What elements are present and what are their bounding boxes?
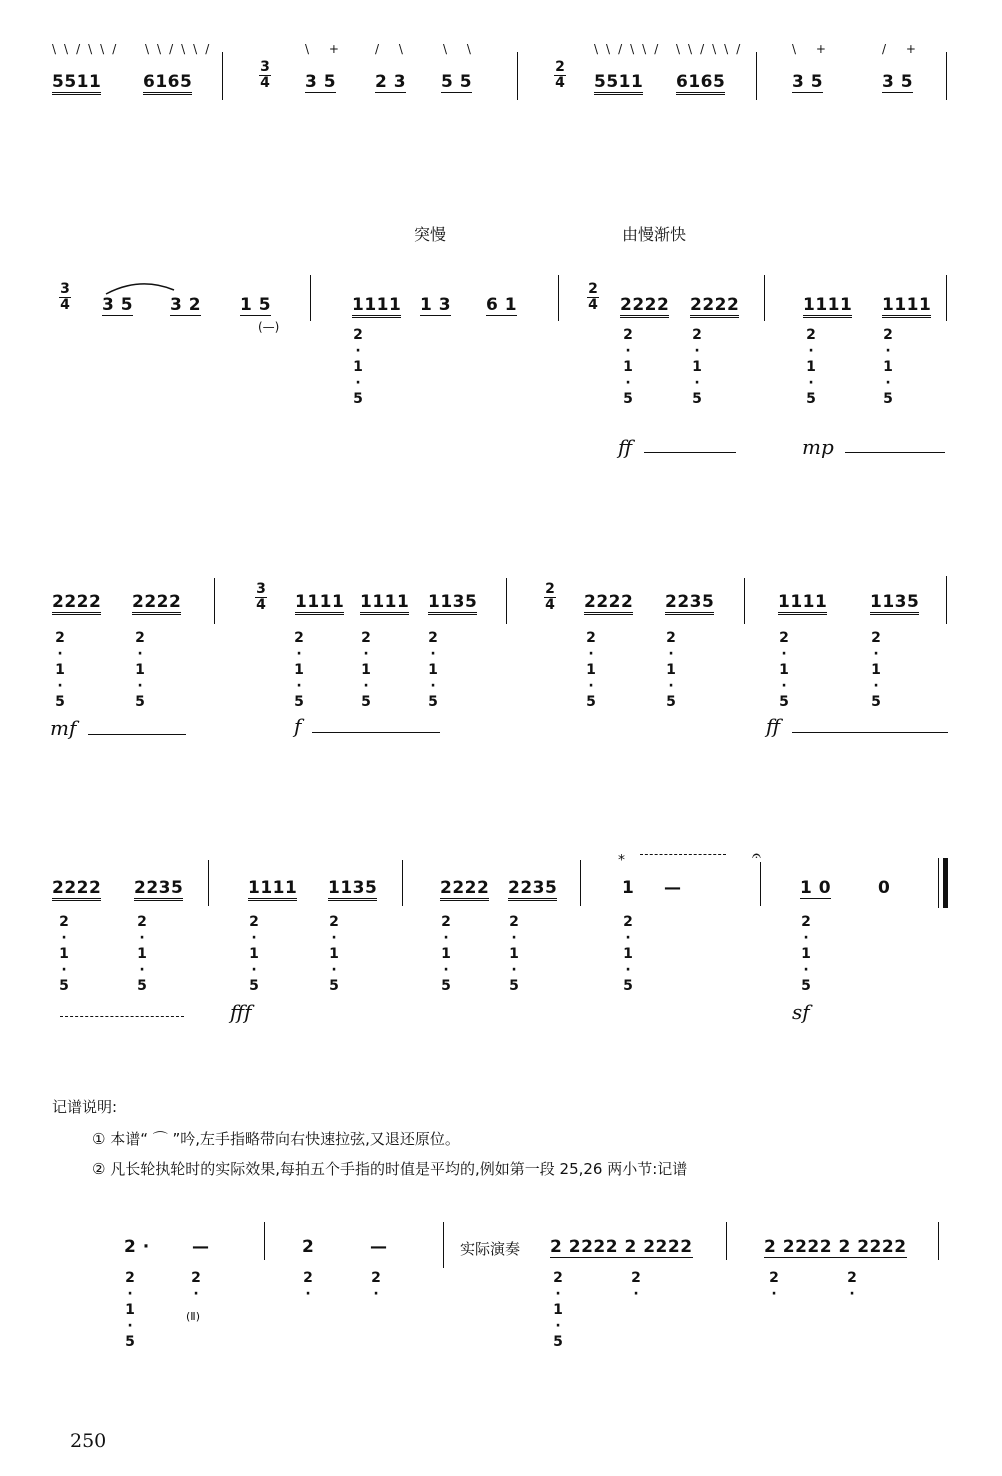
barline [443, 1222, 444, 1268]
example-note: 2 · [124, 1237, 150, 1257]
chord-column: 2 · 1 · 5 [666, 630, 676, 710]
note-group: 1111 [882, 295, 931, 318]
barline [764, 275, 765, 321]
barline [264, 1222, 265, 1260]
chord-column: 2 · [769, 1270, 779, 1302]
note-group: 2222 [690, 295, 739, 318]
crescendo-line [644, 452, 736, 453]
technique-mark: \ + [305, 42, 347, 56]
chord-column: 2 · [847, 1270, 857, 1302]
dynamic-mark: f [294, 714, 302, 738]
chord-column: 2 · 1 · 5 [353, 327, 363, 407]
dynamic-mark: sf [792, 1000, 810, 1024]
note-group: 2222 [52, 592, 101, 615]
note-group: 1 3 [420, 295, 452, 315]
barline [946, 52, 947, 100]
actual-label: 实际演奏 [460, 1240, 521, 1258]
final-barline-thin [938, 858, 939, 908]
technique-mark: \\/\\/ [594, 42, 667, 56]
dynamic-mark: mp [802, 435, 834, 459]
note-group: 2 3 [375, 72, 407, 92]
crescendo-line [792, 732, 948, 733]
technique-mark: / \ [375, 42, 411, 56]
dashed-line [60, 1016, 184, 1017]
chord-column: 2 · 1 · 5 [586, 630, 596, 710]
final-barline-thick [943, 858, 948, 908]
page-number: 250 [70, 1430, 107, 1452]
chord-column: 2 · [303, 1270, 313, 1302]
note-group: 2235 [134, 878, 183, 901]
technique-mark: / + [882, 42, 924, 56]
chord-column: 2 · 1 · 5 [883, 327, 893, 407]
example-note: 2 2222 2 2222 [550, 1237, 693, 1257]
chord-column: 2 · 1 · 5 [294, 630, 304, 710]
dynamic-mark: ff [766, 714, 781, 738]
note-group: 2222 [584, 592, 633, 615]
notes-title: 记谱说明: [52, 1098, 118, 1116]
note-group: 1135 [328, 878, 377, 901]
time-signature: 2 4 [555, 59, 565, 91]
time-signature: 3 4 [60, 281, 70, 313]
note-group: 0 [878, 878, 891, 898]
note-group: 2235 [665, 592, 714, 615]
technique-mark: \ \ [443, 42, 479, 56]
note-group: 6165 [143, 72, 192, 95]
chord-column: 2 · 1 · 5 [623, 914, 633, 994]
note-group: 3 5 [305, 72, 337, 92]
note-group: — [664, 878, 682, 898]
note-group: 1111 [248, 878, 297, 901]
barline [558, 275, 559, 321]
note-group: 3 5 [882, 72, 914, 92]
note-group: 6 1 [486, 295, 518, 315]
barline [310, 275, 311, 321]
barline [756, 52, 757, 100]
chord-column: 2 · 1 · 5 [871, 630, 881, 710]
barline [506, 578, 507, 624]
technique-mark: \\/\\/ [676, 42, 749, 56]
note-group: 3 5 [102, 295, 134, 315]
barline [517, 52, 518, 100]
time-signature: 2 4 [545, 581, 555, 613]
fermata-icon: 𝄐 [752, 846, 761, 865]
note-group: 1 [622, 878, 635, 898]
crescendo-line [88, 734, 186, 735]
chord-column: 2 · 1 · 5 [135, 630, 145, 710]
barline [208, 860, 209, 906]
chord-column: 2 · 1 · 5 [801, 914, 811, 994]
chord-column: 2 · 1 · 5 [428, 630, 438, 710]
barline [222, 52, 223, 100]
chord-column: 2 · 1 · 5 [692, 327, 702, 407]
note-group: 3 5 [792, 72, 824, 92]
tempo-mark: 突慢 [414, 225, 447, 244]
dynamic-mark: mf [50, 716, 77, 740]
technique-mark: \ + [792, 42, 834, 56]
chord-column: 2 · 1 · 5 [623, 327, 633, 407]
chord-column: 2 · 1 · 5 [553, 1270, 563, 1350]
chord-column: 2 · [631, 1270, 641, 1302]
chord-column: 2 · 1 · 5 [441, 914, 451, 994]
chord-column: 2 · 1 · 5 [125, 1270, 135, 1350]
chord-column: 2 · 1 · 5 [137, 914, 147, 994]
barline [726, 1222, 727, 1260]
chord-column: 2 · 1 · 5 [329, 914, 339, 994]
time-signature: 3 4 [260, 59, 270, 91]
example-note: 2 [302, 1237, 315, 1257]
chord-column: 2 · 1 · 5 [249, 914, 259, 994]
note-group: 1111 [803, 295, 852, 318]
note-group: 1 5 [240, 295, 272, 315]
dynamic-mark: fff [230, 1000, 252, 1024]
note-group: 1111 [778, 592, 827, 615]
note-group: 1135 [870, 592, 919, 615]
note-group: 1 0 [800, 878, 832, 898]
chord-column: 2 · 1 · 5 [59, 914, 69, 994]
technique-mark: \\/\\/ [52, 42, 125, 56]
barline [946, 275, 947, 321]
note-group: 5511 [52, 72, 101, 95]
note-group: 1135 [428, 592, 477, 615]
technique-mark: \\/\\/ [145, 42, 218, 56]
note-group: 2222 [440, 878, 489, 901]
barline [946, 576, 947, 624]
barline [744, 578, 745, 624]
note-group: 3 2 [170, 295, 202, 315]
barline [402, 860, 403, 906]
note-group: 2222 [620, 295, 669, 318]
chord-column: 2 · 1 · 5 [55, 630, 65, 710]
note-group: 2235 [508, 878, 557, 901]
barline [214, 578, 215, 624]
example-note: — [370, 1237, 388, 1257]
note-group: 5511 [594, 72, 643, 95]
chord-column: 2 · [371, 1270, 381, 1302]
note-group: 1111 [352, 295, 401, 318]
dynamic-mark: ff [618, 435, 633, 459]
chord-column: 2 · [191, 1270, 201, 1302]
tempo-mark: 由慢渐快 [622, 225, 687, 244]
note-group: 6165 [676, 72, 725, 95]
note-group: 1111 [360, 592, 409, 615]
time-signature: 3 4 [256, 581, 266, 613]
crescendo-line [312, 732, 440, 733]
example-note: — [192, 1237, 210, 1257]
time-signature: 2 4 [588, 281, 598, 313]
paren-mark: (—) [258, 320, 280, 334]
note-item-1: ① 本谱“ ⌒ ”吟,左手指略带向右快速拉弦,又退还原位。 [92, 1130, 460, 1148]
note-group: 1111 [295, 592, 344, 615]
note-group: 2222 [132, 592, 181, 615]
chord-column: 2 · 1 · 5 [509, 914, 519, 994]
note-item-2: ② 凡长轮执轮时的实际效果,每拍五个手指的时值是平均的,例如第一段 25,26 两小节:记谱 [92, 1160, 688, 1178]
barline [938, 1222, 939, 1260]
note-group: 2222 [52, 878, 101, 901]
chord-column: 2 · 1 · 5 [779, 630, 789, 710]
chord-column: 2 · 1 · 5 [361, 630, 371, 710]
barline [580, 860, 581, 906]
paren-mark: (Ⅱ) [186, 1310, 200, 1323]
note-group: 5 5 [441, 72, 473, 92]
tremolo-mark-icon: ⁎ [618, 848, 625, 864]
example-note: 2 2222 2 2222 [764, 1237, 907, 1257]
crescendo-line [845, 452, 945, 453]
dashed-line [640, 854, 726, 855]
chord-column: 2 · 1 · 5 [806, 327, 816, 407]
barline [760, 862, 761, 906]
